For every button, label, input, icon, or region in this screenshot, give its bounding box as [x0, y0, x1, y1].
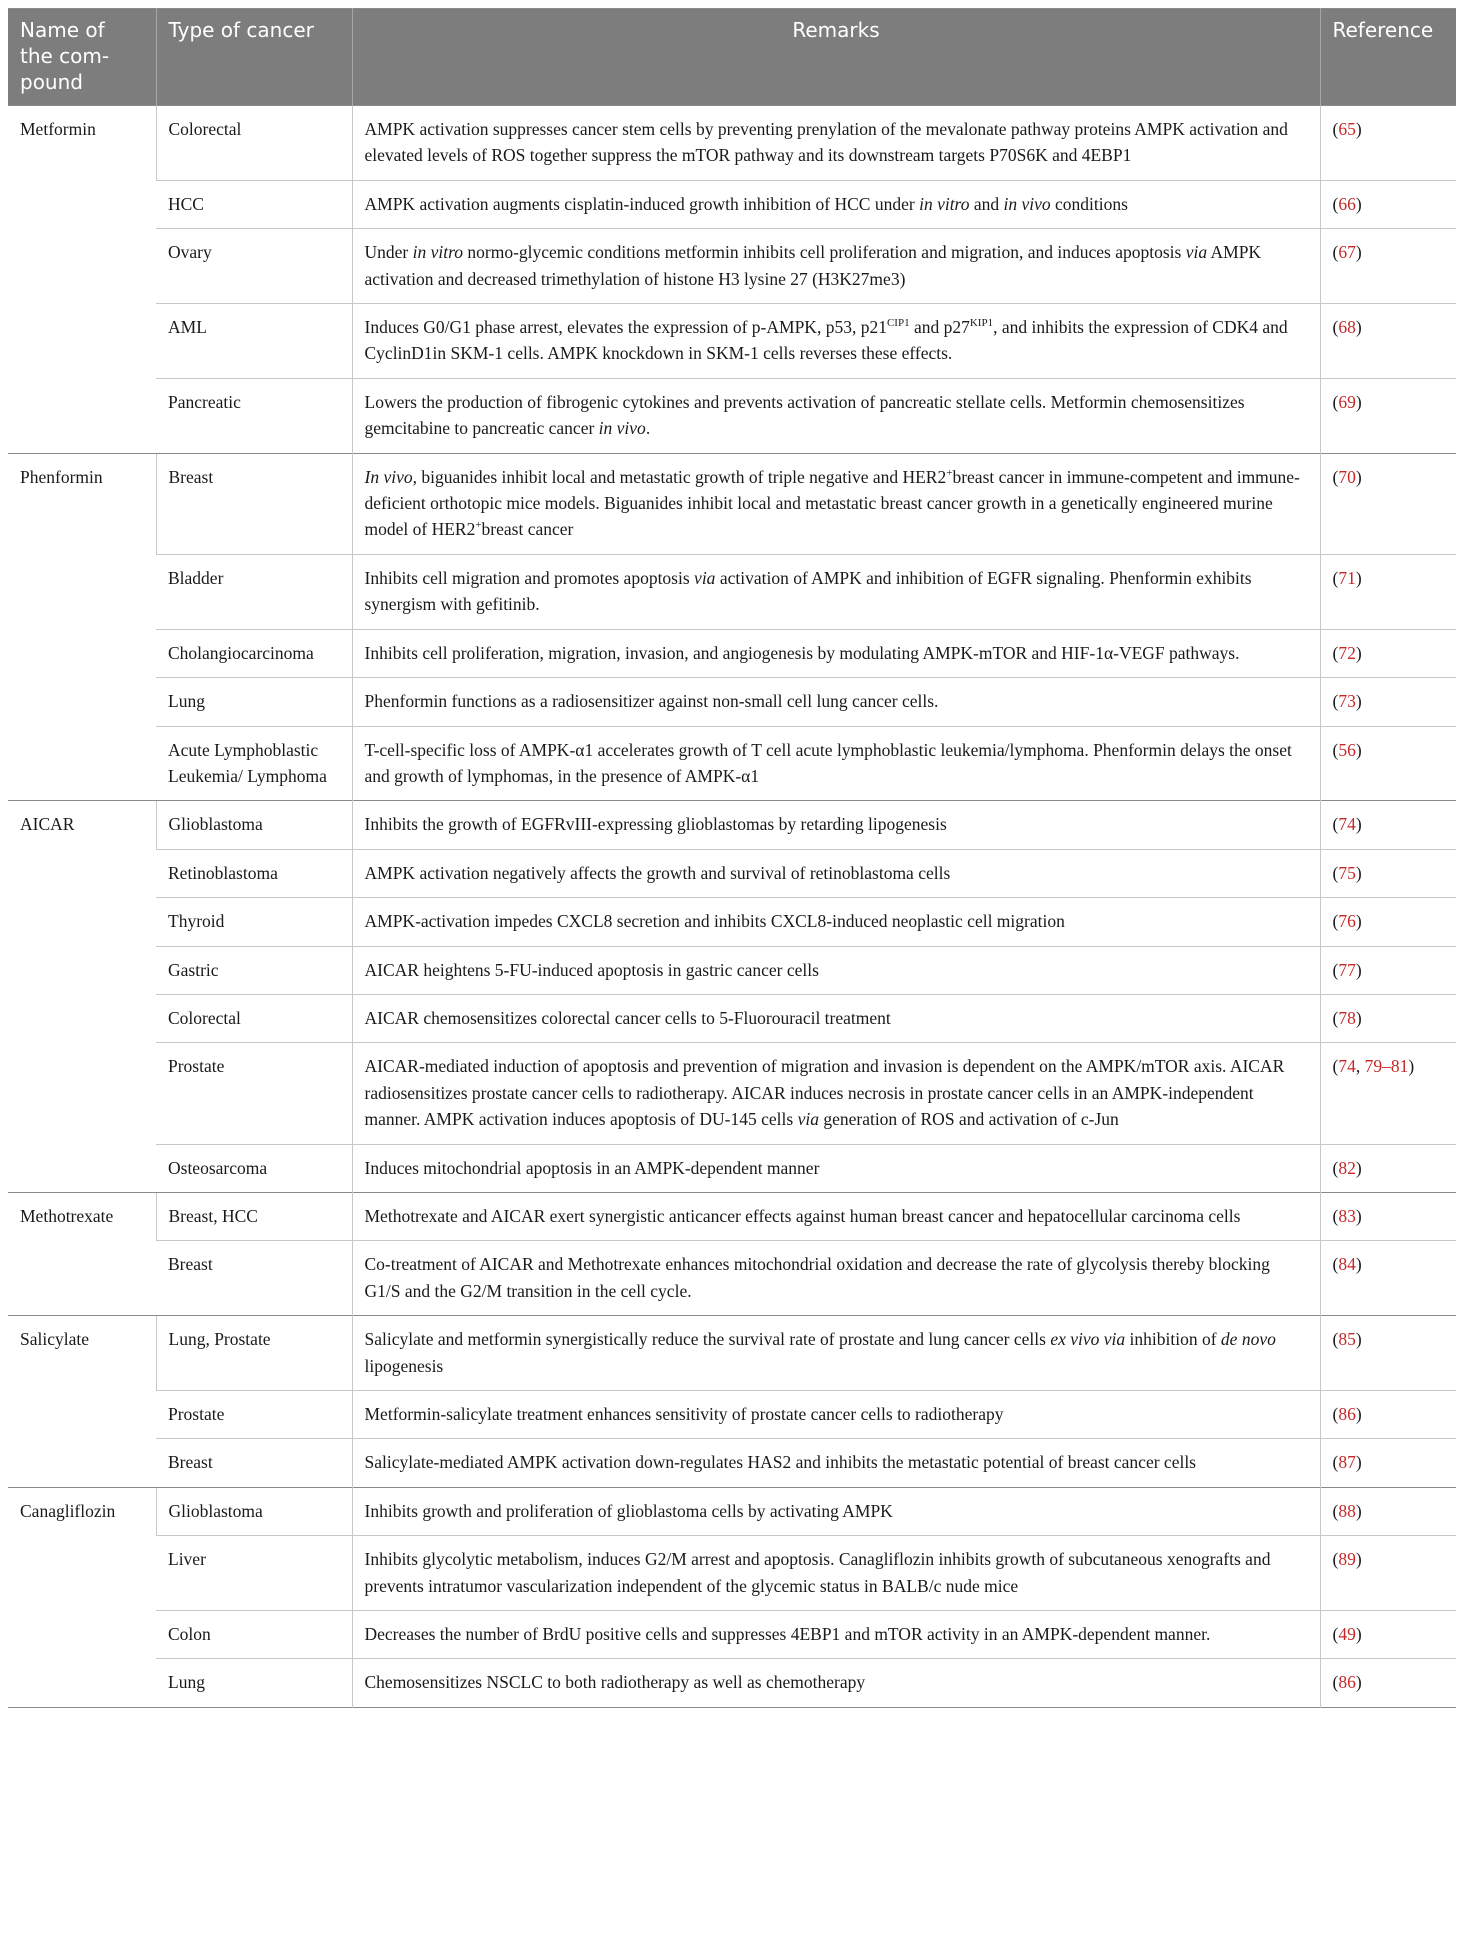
table-row: [8, 1536, 1456, 1611]
cancer-type: Ovary: [156, 229, 352, 304]
cancer-type: Prostate: [156, 1043, 352, 1144]
cancer-type: Thyroid: [156, 898, 352, 946]
table-row: [8, 994, 1456, 1042]
cancer-type: Breast: [156, 1439, 352, 1487]
cancer-type: Cholangiocarcinoma: [156, 629, 352, 677]
table-row: [8, 229, 1456, 304]
remarks-cell: Under in vitro normo-glycemic conditions metformin inhibits cell proliferation and migration, and induces apoptosis via AMPK activation and decreased trimethylation of histone H3 lysine 27 (H3K27me3): [352, 229, 1320, 304]
remarks-cell: AICAR heightens 5-FU-induced apoptosis in gastric cancer cells: [352, 946, 1320, 994]
reference-link[interactable]: (56): [1320, 726, 1456, 801]
reference-link[interactable]: (87): [1320, 1439, 1456, 1487]
remarks-cell: AICAR-mediated induction of apoptosis and prevention of migration and invasion is dependent on the AMPK/mTOR axis. AICAR radiosensitizes prostate cancer cells to radiotherapy. AICAR induces necrosis in prostate cancer cells in an AMPK-independent manner. AMPK activation induces apoptosis of DU-145 cells via generation of ROS and activation of c-Jun: [352, 1043, 1320, 1144]
compound-name: Salicylate: [8, 1316, 156, 1488]
remarks-cell: Lowers the production of fibrogenic cytokines and prevents activation of pancreatic stellate cells. Metformin chemosensitizes gemcitabine to pancreatic cancer in vivo.: [352, 378, 1320, 453]
table-row: [8, 378, 1456, 453]
remarks-cell: AMPK activation augments cisplatin-induced growth inhibition of HCC under in vitro and in vivo conditions: [352, 180, 1320, 228]
table-row: [8, 1192, 1456, 1240]
reference-link[interactable]: (49): [1320, 1611, 1456, 1659]
cancer-type: Gastric: [156, 946, 352, 994]
header-cancer-type: Type of cancer: [156, 9, 352, 106]
reference-link[interactable]: (77): [1320, 946, 1456, 994]
reference-link[interactable]: (67): [1320, 229, 1456, 304]
remarks-cell: Methotrexate and AICAR exert synergistic anticancer effects against human breast cancer and hepatocellular carcinoma cells: [352, 1192, 1320, 1240]
remarks-cell: Co-treatment of AICAR and Methotrexate enhances mitochondrial oxidation and decrease the rate of glycolysis thereby blocking G1/S and the G2/M transition in the cell cycle.: [352, 1241, 1320, 1316]
cancer-type: Colon: [156, 1611, 352, 1659]
remarks-cell: Inhibits the growth of EGFRvIII-expressing glioblastomas by retarding lipogenesis: [352, 801, 1320, 849]
table-row: [8, 1611, 1456, 1659]
table-row: [8, 1439, 1456, 1487]
reference-link[interactable]: (78): [1320, 994, 1456, 1042]
remarks-cell: AICAR chemosensitizes colorectal cancer cells to 5-Fluorouracil treatment: [352, 994, 1320, 1042]
header-compound: Name of the com-pound: [8, 9, 156, 106]
reference-link[interactable]: (84): [1320, 1241, 1456, 1316]
remarks-cell: Salicylate-mediated AMPK activation down-regulates HAS2 and inhibits the metastatic potential of breast cancer cells: [352, 1439, 1320, 1487]
reference-link[interactable]: (85): [1320, 1316, 1456, 1391]
reference-link[interactable]: (83): [1320, 1192, 1456, 1240]
table-row: [8, 629, 1456, 677]
table-row: [8, 180, 1456, 228]
compound-name: Phenformin: [8, 453, 156, 801]
reference-link[interactable]: (68): [1320, 304, 1456, 379]
cancer-type: Prostate: [156, 1391, 352, 1439]
compound-name: Methotrexate: [8, 1192, 156, 1315]
remarks-cell: Induces mitochondrial apoptosis in an AMPK-dependent manner: [352, 1144, 1320, 1192]
reference-link[interactable]: (66): [1320, 180, 1456, 228]
reference-link[interactable]: (73): [1320, 678, 1456, 726]
cancer-type: Colorectal: [156, 106, 352, 181]
compound-name: AICAR: [8, 801, 156, 1193]
table-row: [8, 678, 1456, 726]
compound-name: Canagliflozin: [8, 1487, 156, 1707]
reference-link[interactable]: (86): [1320, 1391, 1456, 1439]
cancer-type: Breast: [156, 1241, 352, 1316]
cancer-type: Lung, Prostate: [156, 1316, 352, 1391]
cancer-type: HCC: [156, 180, 352, 228]
table-row: [8, 1316, 1456, 1391]
remarks-cell: AMPK activation negatively affects the growth and survival of retinoblastoma cells: [352, 849, 1320, 897]
reference-link[interactable]: (74): [1320, 801, 1456, 849]
header-reference: Reference: [1320, 9, 1456, 106]
cancer-type: AML: [156, 304, 352, 379]
table-row: [8, 106, 1456, 181]
reference-link[interactable]: (82): [1320, 1144, 1456, 1192]
remarks-cell: Inhibits cell proliferation, migration, invasion, and angiogenesis by modulating AMPK-mTOR and HIF-1α-VEGF pathways.: [352, 629, 1320, 677]
header-row: [8, 9, 1456, 106]
cancer-type: Bladder: [156, 554, 352, 629]
cancer-type: Pancreatic: [156, 378, 352, 453]
remarks-cell: Induces G0/G1 phase arrest, elevates the expression of p-AMPK, p53, $p21^{CIP1}$ and $p27^{KIP1}$, and inhibits the expression of CDK4 and CyclinD1in SKM-1 cells. AMPK knockdown in SKM-1 cells reverses these effects.: [352, 304, 1320, 379]
cancer-type: Glioblastoma: [156, 1487, 352, 1535]
table-row: [8, 898, 1456, 946]
cancer-type: Retinoblastoma: [156, 849, 352, 897]
remarks-cell: Inhibits growth and proliferation of glioblastoma cells by activating AMPK: [352, 1487, 1320, 1535]
cancer-type: Lung: [156, 1659, 352, 1707]
remarks-cell: Decreases the number of BrdU positive cells and suppresses 4EBP1 and mTOR activity in an AMPK-dependent manner.: [352, 1611, 1320, 1659]
remarks-cell: In vivo, biguanides inhibit local and metastatic growth of triple negative and HER2+breast cancer in immune-competent and immune-deficient orthotopic mice models. Biguanides inhibit local and metastatic breast cancer growth in a genetically engineered murine model of HER2+breast cancer: [352, 453, 1320, 554]
table-row: [8, 726, 1456, 801]
reference-link[interactable]: (70): [1320, 453, 1456, 554]
reference-link[interactable]: (76): [1320, 898, 1456, 946]
remarks-cell: Inhibits cell migration and promotes apoptosis via activation of AMPK and inhibition of EGFR signaling. Phenformin exhibits synergism with gefitinib.: [352, 554, 1320, 629]
reference-link[interactable]: (89): [1320, 1536, 1456, 1611]
table-header: [8, 9, 1456, 106]
reference-link[interactable]: (65): [1320, 106, 1456, 181]
table-row: [8, 1391, 1456, 1439]
cancer-type: Osteosarcoma: [156, 1144, 352, 1192]
table-row: [8, 1241, 1456, 1316]
table-row: [8, 801, 1456, 849]
compound-table: [8, 8, 1456, 1708]
compound-name: Metformin: [8, 106, 156, 454]
table-row: [8, 554, 1456, 629]
table-row: [8, 304, 1456, 379]
reference-link[interactable]: (75): [1320, 849, 1456, 897]
cancer-type: Lung: [156, 678, 352, 726]
reference-link[interactable]: (69): [1320, 378, 1456, 453]
reference-link[interactable]: (74, 79–81): [1320, 1043, 1456, 1144]
remarks-cell: AMPK activation suppresses cancer stem cells by preventing prenylation of the mevalonate pathway proteins AMPK activation and elevated levels of ROS together suppress the mTOR pathway and its downstream targets P70S6K and 4EBP1: [352, 106, 1320, 181]
cancer-type: Acute Lymphoblastic Leukemia/ Lymphoma: [156, 726, 352, 801]
reference-link[interactable]: (88): [1320, 1487, 1456, 1535]
cancer-type: Breast, HCC: [156, 1192, 352, 1240]
table-row: [8, 1144, 1456, 1192]
cancer-type: Breast: [156, 453, 352, 554]
table-row: [8, 453, 1456, 554]
cancer-type: Colorectal: [156, 994, 352, 1042]
remarks-cell: Phenformin functions as a radiosensitizer against non-small cell lung cancer cells.: [352, 678, 1320, 726]
header-remarks: Remarks: [352, 9, 1320, 106]
remarks-cell: Inhibits glycolytic metabolism, induces G2/M arrest and apoptosis. Canagliflozin inhibits growth of subcutaneous xenografts and prevents intratumor vascularization independent of the glycemic status in BALB/c nude mice: [352, 1536, 1320, 1611]
reference-link[interactable]: (71): [1320, 554, 1456, 629]
table-row: [8, 946, 1456, 994]
remarks-cell: Metformin-salicylate treatment enhances sensitivity of prostate cancer cells to radiotherapy: [352, 1391, 1320, 1439]
remarks-cell: Chemosensitizes NSCLC to both radiotherapy as well as chemotherapy: [352, 1659, 1320, 1707]
table-row: [8, 849, 1456, 897]
table-row: [8, 1487, 1456, 1535]
remarks-cell: AMPK-activation impedes CXCL8 secretion and inhibits CXCL8-induced neoplastic cell migration: [352, 898, 1320, 946]
remarks-cell: T-cell-specific loss of AMPK-α1 accelerates growth of T cell acute lymphoblastic leukemia/lymphoma. Phenformin delays the onset and growth of lymphomas, in the presence of AMPK-α1: [352, 726, 1320, 801]
table-body: [8, 106, 1456, 1708]
table-row: [8, 1043, 1456, 1144]
table-row: [8, 1659, 1456, 1707]
cancer-type: Glioblastoma: [156, 801, 352, 849]
remarks-cell: Salicylate and metformin synergistically reduce the survival rate of prostate and lung cancer cells ex vivo via inhibition of de novo lipogenesis: [352, 1316, 1320, 1391]
cancer-type: Liver: [156, 1536, 352, 1611]
reference-link[interactable]: (72): [1320, 629, 1456, 677]
reference-link[interactable]: (86): [1320, 1659, 1456, 1707]
